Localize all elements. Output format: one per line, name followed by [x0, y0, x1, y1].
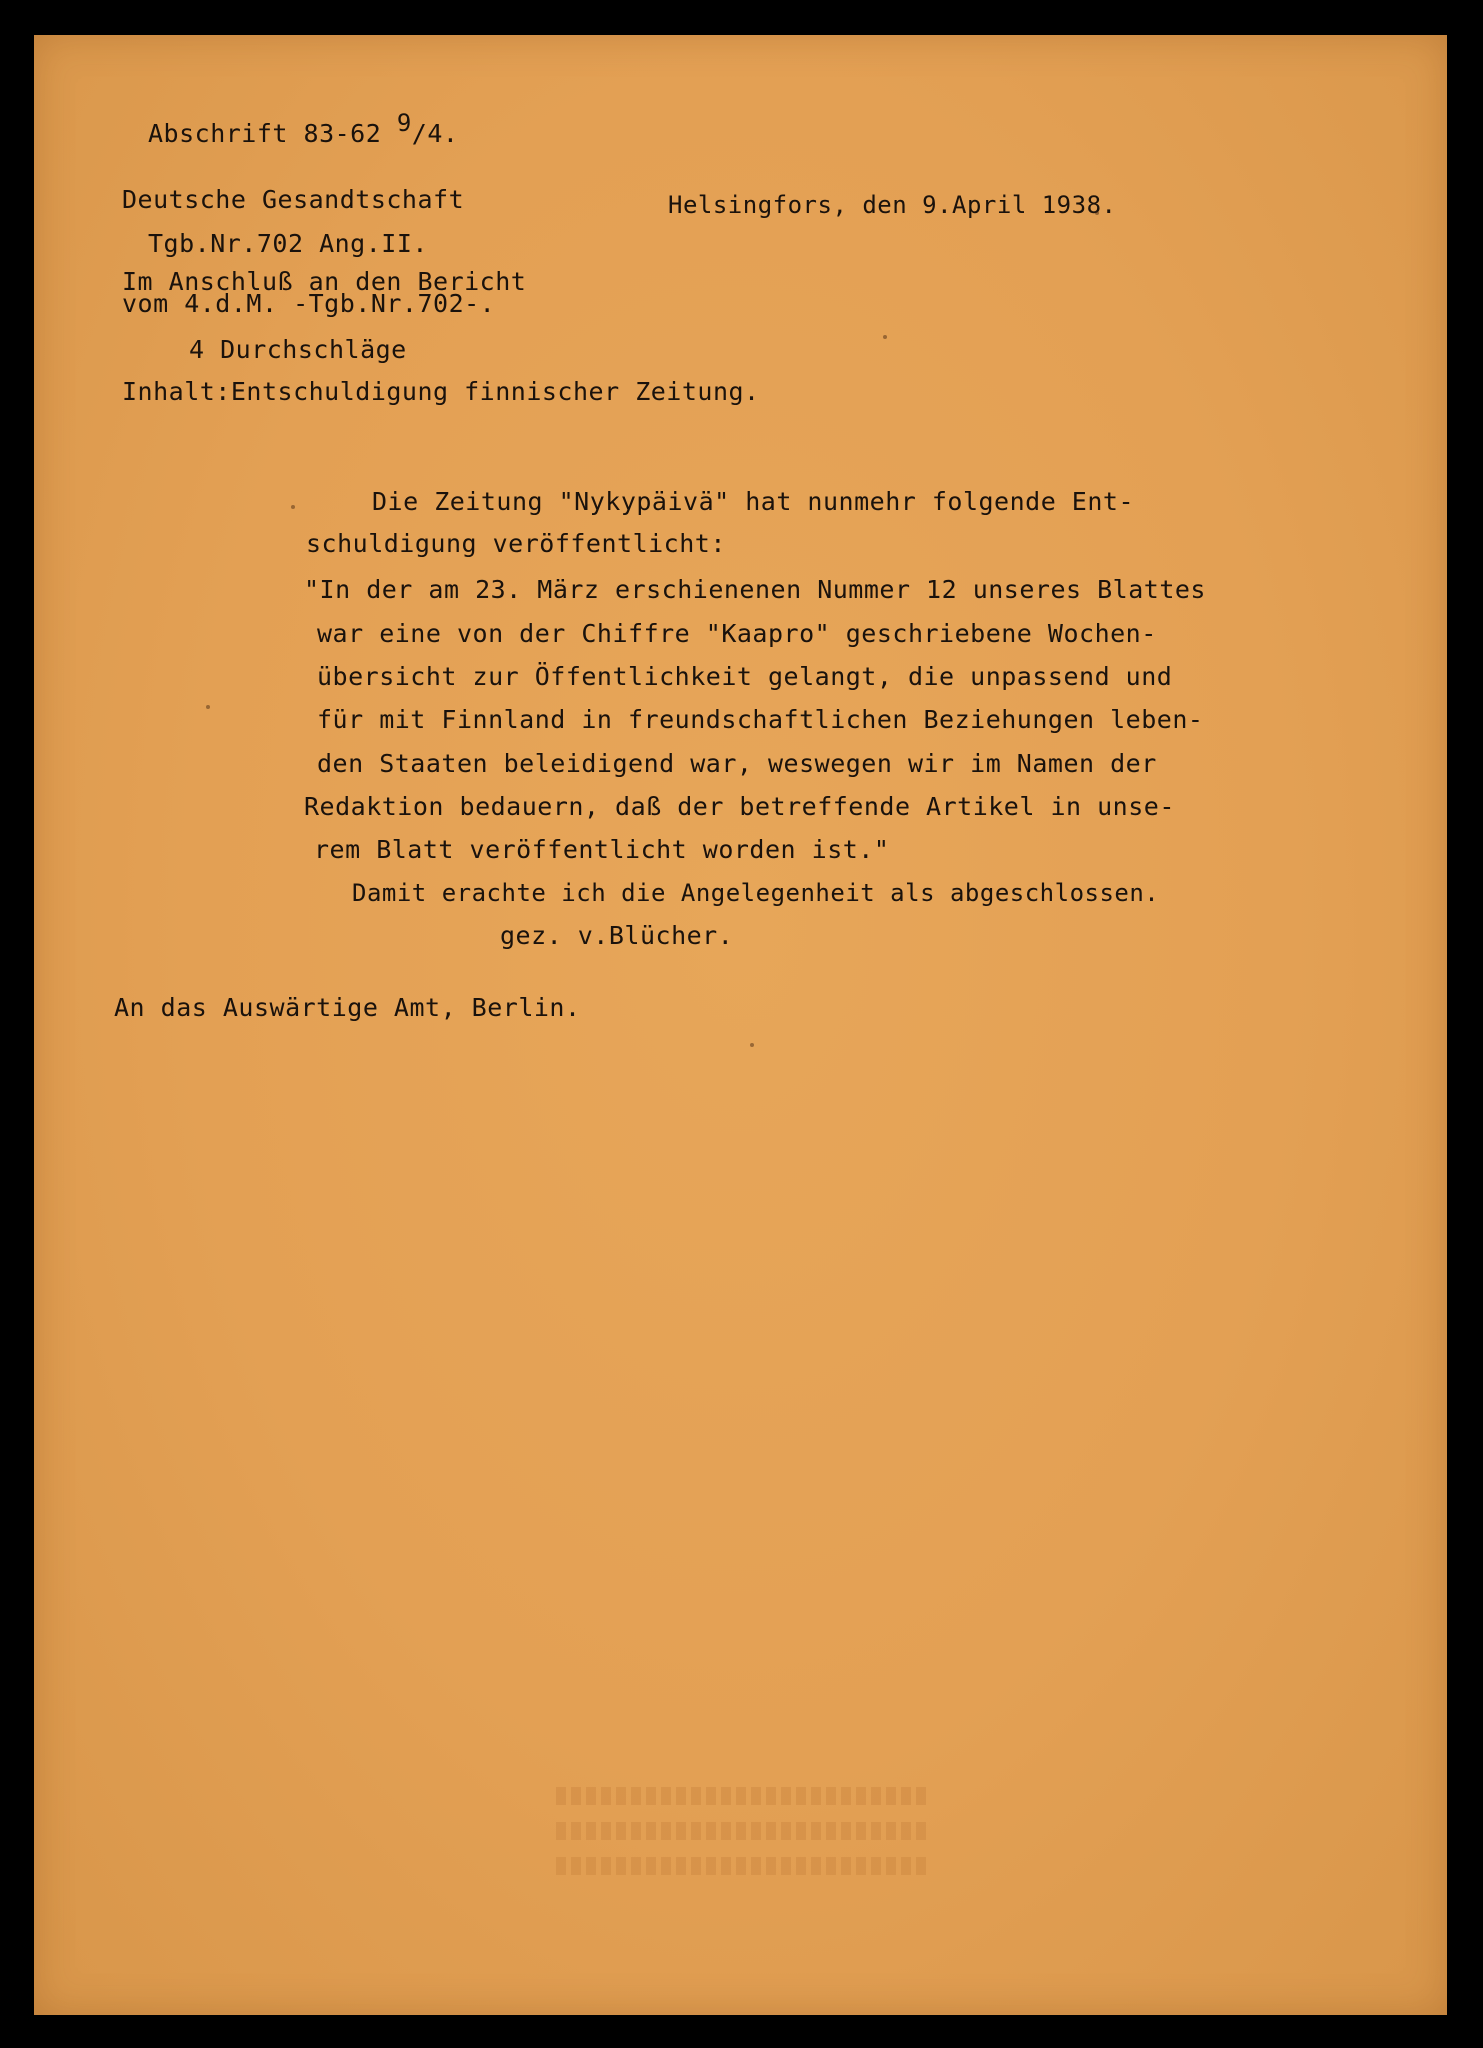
document-page: [34, 35, 1447, 2015]
quote-line-5: den Staaten beleidigend war, weswegen wir im Namen der: [317, 749, 1157, 778]
quote-line-3: übersicht zur Öffentlichkeit gelangt, die unpassend und: [317, 662, 1173, 691]
paper-speck: [750, 1043, 754, 1047]
intro-line-2: schuldigung veröffentlicht:: [306, 529, 726, 558]
reference-superscript: 9: [396, 109, 412, 137]
recipient-line: An das Auswärtige Amt, Berlin.: [114, 993, 581, 1022]
subject-line: Inhalt:Entschuldigung finnischer Zeitung.: [122, 377, 760, 406]
place-date: Helsingfors, den 9.April 1938.: [668, 191, 1117, 219]
paper-speck: [291, 505, 295, 509]
show-through-typing: [556, 1787, 926, 1882]
quote-line-6: Redaktion bedauern, daß der betreffende Artikel in unse-: [304, 792, 1175, 821]
copies-note: 4 Durchschläge: [189, 335, 407, 364]
sender-name: Deutsche Gesandtschaft: [122, 185, 465, 214]
reference-report-line2: vom 4.d.M. -Tgb.Nr.702-.: [122, 289, 496, 318]
closing-sentence: Damit erachte ich die Angelegenheit als abgeschlossen.: [352, 879, 1160, 907]
signature: gez. v.Blücher.: [500, 921, 734, 950]
quote-line-4: für mit Finnland in freundschaftlichen Beziehungen leben-: [317, 705, 1204, 734]
reference-number: Abschrift 83-62: [148, 119, 382, 148]
journal-number: Tgb.Nr.702 Ang.II.: [148, 229, 428, 258]
reference-report-line1: Im Anschluß an den Bericht: [122, 267, 527, 296]
paper-speck: [1095, 211, 1099, 215]
paper-speck: [206, 705, 210, 709]
quote-line-2: war eine von der Chiffre "Kaapro" geschriebene Wochen-: [317, 619, 1157, 648]
quote-line-7: rem Blatt veröffentlicht worden ist.": [314, 835, 890, 864]
quote-line-1: "In der am 23. März erschienenen Nummer 12 unseres Blattes: [304, 575, 1206, 604]
reference-line: [148, 109, 459, 149]
intro-line-1: Die Zeitung "Nykypäivä" hat nunmehr folgende Ent-: [372, 487, 1135, 516]
reference-tail: /4.: [411, 119, 459, 148]
paper-speck: [883, 335, 887, 339]
